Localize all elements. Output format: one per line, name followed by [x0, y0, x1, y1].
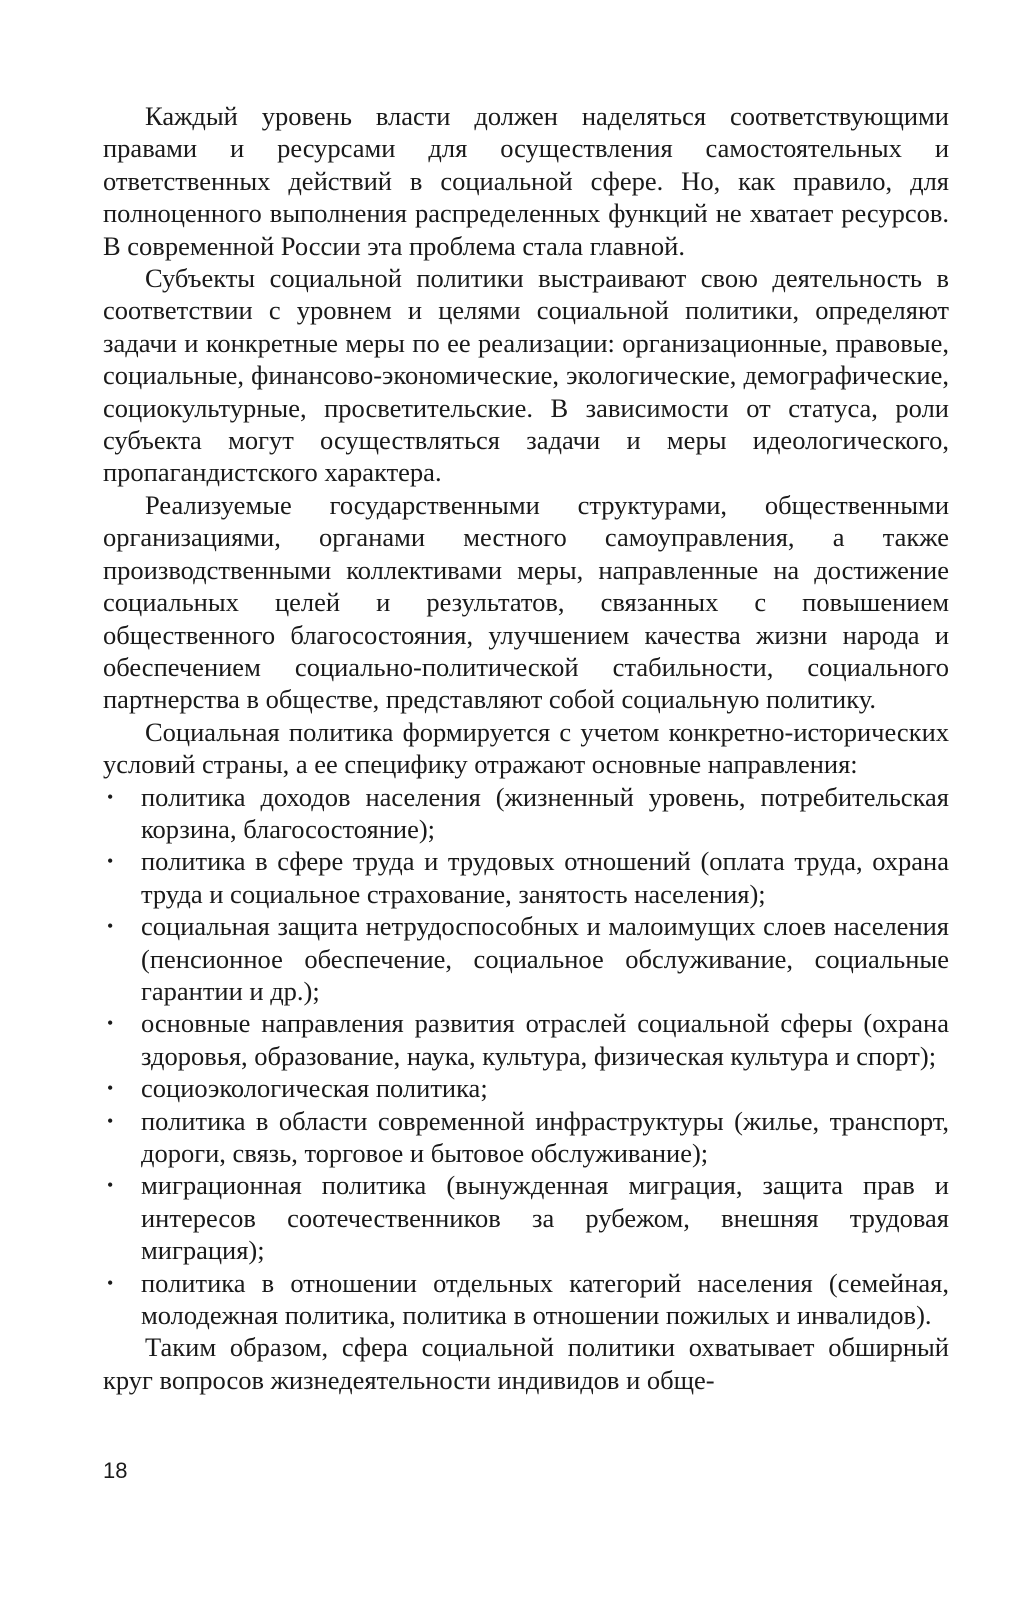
bullet-icon: •: [107, 1272, 114, 1293]
list-item: [103, 1007, 949, 1072]
list-item-text: социоэкологическая политика;: [141, 1073, 488, 1104]
list-item: [103, 1105, 949, 1170]
bullet-icon: •: [107, 786, 114, 807]
paragraph-3: Реализуемые государственными структурами, общественными организациями, органами местного самоуправления, а также производственными коллективами меры, направленные на достижение социальных целей и результатов, связанных с повышением общественного благосостояния, улучшением качества жизни народа и обеспечением социально-политической стабильности, социального партнерства в обществе, представляют собой социальную политику.: [103, 489, 949, 715]
paragraph-1: Каждый уровень власти должен наделяться соответствующими правами и ресурсами для осуществления самостоятельных и ответственных действий в социальной сфере. Но, как правило, для полноценного выполнения распределенных функций не хватает ресурсов. В современной России эта проблема стала главной.: [103, 101, 949, 261]
list-item-text: социальная защита нетрудоспособных и малоимущих слоев населения (пенсионное обеспечение, социальное обслуживание, социальные гарантии и др.);: [141, 911, 949, 1006]
list-item-text: политика в сфере труда и трудовых отношений (оплата труда, охрана труда и социальное страхование, занятость населения);: [141, 846, 949, 909]
paragraph-2: Субъекты социальной политики выстраивают свою деятельность в соответствии с уровнем и целями социальной политики, определяют задачи и конкретные меры по ее реализации: организационные, правовые, социальные, финансово-экономические, экологические, демографические, социокультурные, просветительские. В зависимости от статуса, роли субъекта могут осуществляться задачи и меры идеологического, пропагандистского характера.: [103, 263, 949, 488]
list-item-text: политика доходов населения (жизненный уровень, потребительская корзина, благосостояние);: [141, 781, 949, 844]
bullet-icon: •: [107, 851, 114, 872]
list-item: [103, 1169, 949, 1266]
list-item-text: основные направления развития отраслей социальной сферы (охрана здоровья, образование, наука, культура, физическая культура и спорт);: [141, 1008, 949, 1071]
bullet-icon: •: [107, 1110, 114, 1131]
directions-list: [103, 781, 949, 1332]
bullet-icon: •: [107, 1078, 114, 1099]
list-item-text: миграционная политика (вынужденная миграция, защита прав и интересов соотечественников за рубежом, внешняя трудовая миграция);: [141, 1170, 949, 1266]
page-number: 18: [103, 1458, 128, 1483]
list-item-text: политика в отношении отдельных категорий населения (семейная, молодежная политика, политика в отношении пожилых и инвалидов).: [141, 1267, 949, 1331]
list-item-text: политика в области современной инфраструктуры (жилье, транспорт, дороги, связь, торговое и бытовое обслуживание);: [141, 1105, 949, 1168]
paragraph-4: Социальная политика формируется с учетом конкретно-исторических условий страны, а ее специфику отражают основные направления:: [103, 716, 949, 780]
bullet-icon: •: [107, 1013, 114, 1034]
bullet-icon: •: [107, 1175, 114, 1196]
list-item: [103, 781, 949, 846]
list-item: [103, 1267, 949, 1332]
paragraph-5: Таким образом, сфера социальной политики охватывает обширный круг вопросов жизнедеятельности индивидов и обще-: [103, 1332, 949, 1395]
list-item: [103, 845, 949, 910]
main-text: [103, 100, 949, 1396]
list-item: [103, 1072, 949, 1104]
list-item: [103, 910, 949, 1007]
bullet-icon: •: [107, 916, 114, 937]
